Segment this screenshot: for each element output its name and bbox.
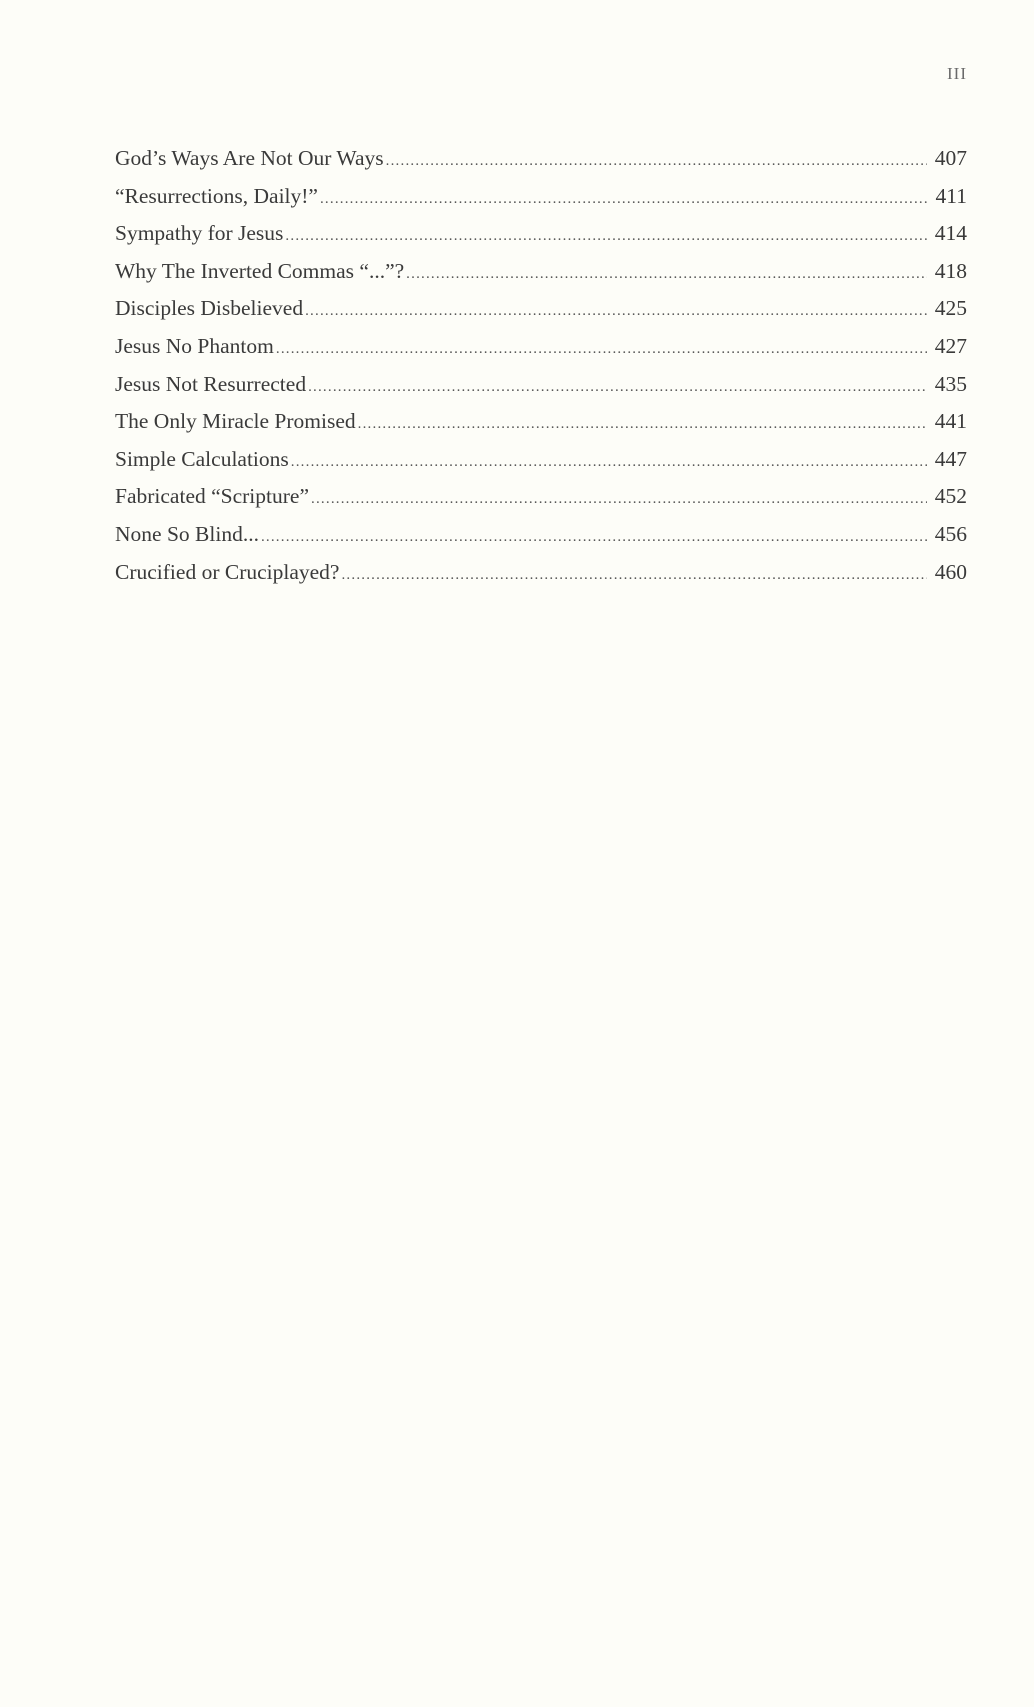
toc-entry bbox=[115, 366, 967, 404]
dot-leader bbox=[291, 444, 927, 482]
toc-entry bbox=[115, 516, 967, 554]
toc-entry-title: “Resurrections, Daily!” bbox=[115, 183, 318, 208]
toc-entry-page: 460 bbox=[934, 559, 967, 584]
toc-entry bbox=[115, 215, 967, 253]
toc-entry-title: The Only Miracle Promised bbox=[115, 409, 356, 434]
toc-entry-title: God’s Ways Are Not Our Ways bbox=[115, 146, 384, 170]
dot-leader bbox=[341, 557, 927, 595]
table-of-contents bbox=[115, 140, 967, 591]
toc-entry bbox=[115, 178, 967, 216]
dot-leader bbox=[261, 519, 927, 557]
dot-leader bbox=[358, 406, 927, 444]
toc-entry bbox=[115, 554, 967, 592]
toc-entry bbox=[115, 441, 967, 479]
toc-entry bbox=[115, 253, 967, 291]
dot-leader bbox=[406, 256, 927, 294]
toc-entry-page: 425 bbox=[934, 296, 967, 321]
toc-entry-page: 456 bbox=[934, 521, 967, 546]
dot-leader bbox=[308, 369, 927, 407]
dot-leader bbox=[285, 218, 927, 256]
toc-entry-title: None So Blind... bbox=[115, 521, 259, 546]
toc-entry bbox=[115, 403, 967, 441]
dot-leader bbox=[305, 293, 927, 331]
dot-leader bbox=[320, 181, 927, 219]
toc-entry-page: 411 bbox=[935, 183, 967, 208]
toc-entry bbox=[115, 290, 967, 328]
toc-entry-title: Sympathy for Jesus bbox=[115, 221, 284, 246]
toc-entry-page: 452 bbox=[934, 484, 967, 509]
toc-entry-page: 418 bbox=[934, 258, 967, 283]
toc-entry-title: Crucified or Cruciplayed? bbox=[115, 559, 340, 584]
toc-entry-page: 441 bbox=[934, 409, 967, 434]
toc-entry-title: Jesus No Phantom bbox=[115, 333, 274, 358]
toc-entry bbox=[115, 478, 967, 516]
toc-entry-title: Simple Calculations bbox=[115, 446, 289, 471]
toc-entry-title: Disciples Disbelieved bbox=[115, 296, 304, 321]
toc-entry-title: Jesus Not Resurrected bbox=[115, 371, 307, 396]
toc-entry-title: Why The Inverted Commas “...”? bbox=[115, 258, 405, 283]
dot-leader bbox=[311, 481, 927, 519]
toc-entry-title: Fabricated “Scripture” bbox=[115, 484, 310, 509]
toc-entry-page: 447 bbox=[934, 446, 967, 471]
dot-leader bbox=[386, 143, 927, 181]
toc-entry-page: 414 bbox=[934, 221, 967, 246]
dot-leader bbox=[276, 331, 927, 369]
toc-entry-page: 427 bbox=[934, 333, 967, 358]
page-number: III bbox=[947, 64, 967, 83]
toc-entry-page: 407 bbox=[934, 146, 967, 170]
toc-entry bbox=[115, 140, 967, 178]
toc-entry bbox=[115, 328, 967, 366]
toc-entry-page: 435 bbox=[934, 371, 967, 396]
